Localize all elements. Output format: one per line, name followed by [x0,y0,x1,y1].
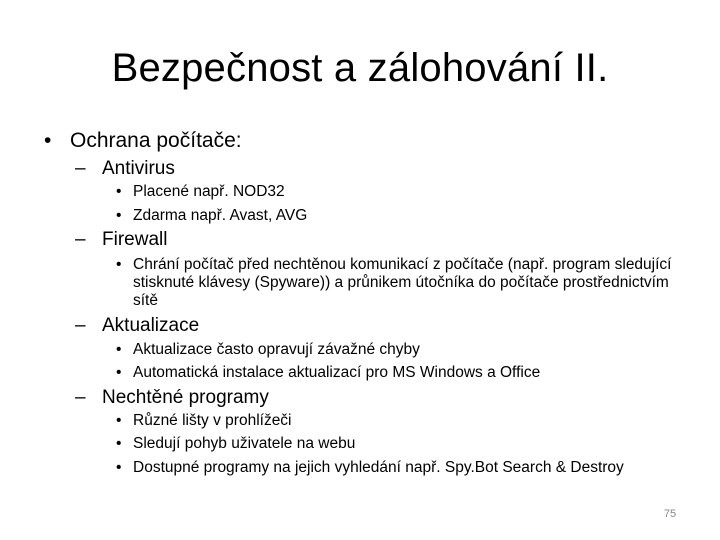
bullet-marker: • [116,183,122,200]
list-item-text: Placené např. NOD32 [133,183,285,200]
bullet-marker: • [116,207,122,224]
dash-marker: – [75,158,86,179]
list-item-text: Různé lišty v prohlížeči [133,412,292,429]
section-heading: Firewall [102,229,168,250]
dash-marker: – [75,387,86,408]
section-heading: Aktualizace [102,315,200,336]
bullet-marker: • [116,364,122,381]
bullet-marker: • [116,412,122,429]
section-heading: Nechtěné programy [102,387,269,408]
list-item-text: Dostupné programy na jejich vyhledání např. Spy.Bot Search & Destroy [133,459,624,476]
bullet-marker: • [116,341,122,358]
bullet-text: Ochrana počítače: [70,129,242,152]
page-number: 75 [663,508,677,520]
list-item-text: Automatická instalace aktualizací pro MS Windows a Office [133,364,541,381]
bullet-marker: • [116,435,122,452]
list-item-text: Chrání počítač před nechtěnou komunikací z počítače (např. program sledující stisknuté klávesy (Spyware)) a průnikem útočníka do počítače prostřednictvím sítě [133,256,672,309]
bullet-marker: • [116,256,122,273]
bullet-marker: • [116,459,122,476]
section-heading: Antivirus [102,158,175,179]
dash-marker: – [75,229,86,250]
slide-title: Bezpečnost a zálohování II. [111,46,609,90]
list-item-text: Aktualizace často opravují závažné chyby [133,341,420,358]
dash-marker: – [75,315,86,336]
list-item-text: Zdarma např. Avast, AVG [133,207,308,224]
bullet-marker: • [44,129,52,152]
list-item-text: Sledují pohyb uživatele na webu [133,435,356,452]
